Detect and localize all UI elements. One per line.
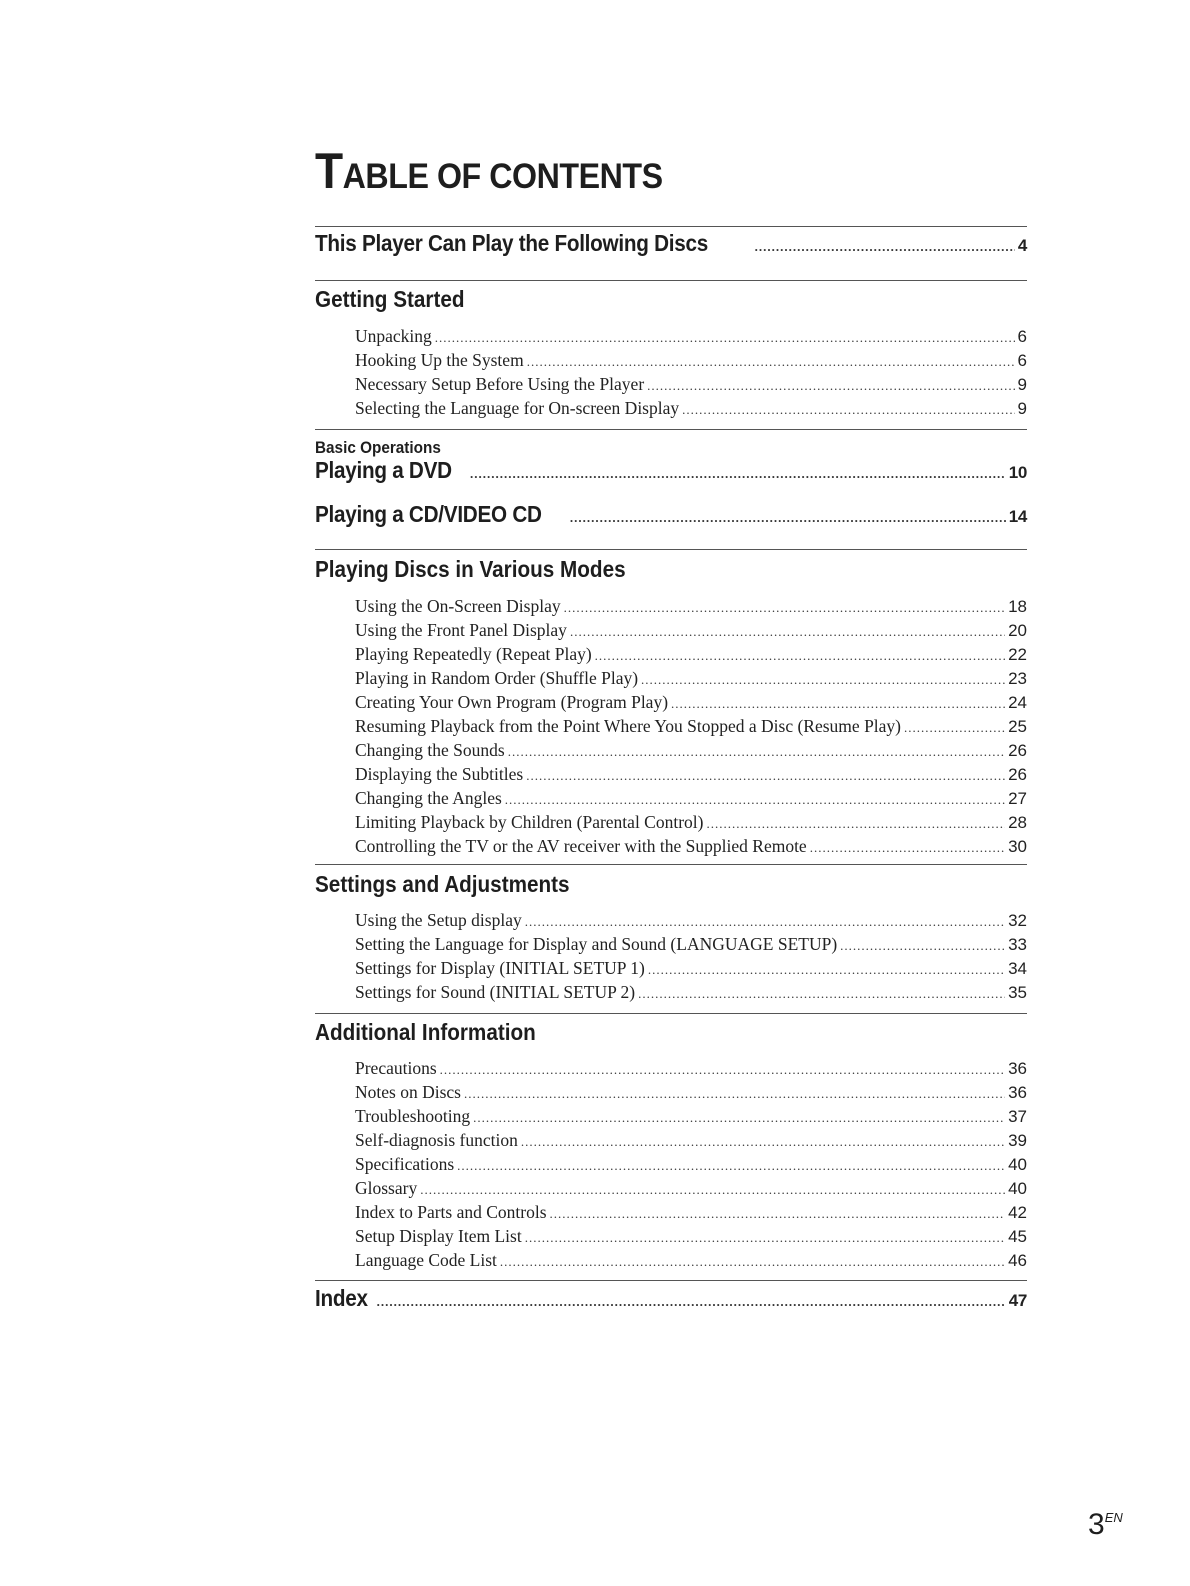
toc-entry-index[interactable]: Index ..... 47 [315, 1285, 1027, 1312]
divider [315, 1013, 1027, 1014]
page-number: 47 [1008, 1291, 1027, 1310]
dot-leader [525, 1230, 1005, 1246]
toc-entry[interactable]: Changing the Sounds ..... 26 [355, 740, 1027, 761]
dot-leader [755, 239, 1015, 255]
section-heading-various-modes: Playing Discs in Various Modes [315, 556, 626, 582]
toc-entry[interactable]: Index to Parts and Controls ..... 42 [355, 1202, 1027, 1223]
page-number: 18 [1008, 597, 1027, 616]
divider [315, 864, 1027, 865]
section-heading-settings: Settings and Adjustments [315, 871, 570, 897]
page-title: TABLE OF CONTENTS [315, 143, 663, 199]
toc-entry[interactable]: Using the Front Panel Display ..... 20 [355, 620, 1027, 641]
page-number: 37 [1008, 1107, 1027, 1126]
page-number: 36 [1008, 1059, 1027, 1078]
toc-entry[interactable]: Troubleshooting ..... 37 [355, 1106, 1027, 1127]
divider [315, 429, 1027, 430]
dot-leader [464, 1086, 1005, 1102]
page-number: 24 [1008, 693, 1027, 712]
toc-entry[interactable]: Self-diagnosis function ..... 39 [355, 1130, 1027, 1151]
dot-leader [641, 672, 1005, 688]
dot-leader [671, 696, 1005, 712]
toc-entry[interactable]: Setup Display Item List ..... 45 [355, 1226, 1027, 1247]
page-footer-number: $3^{EN}$ [1088, 1508, 1123, 1541]
toc-entry[interactable]: Creating Your Own Program (Program Play) ..... 24 [355, 692, 1027, 713]
toc-entry[interactable]: Hooking Up the System ..... 6 [355, 350, 1027, 371]
toc-entry-playing-dvd[interactable]: Playing a DVD ..... 10 [315, 457, 1027, 484]
dot-leader [595, 648, 1005, 664]
toc-entry[interactable]: Controlling the TV or the AV receiver with the Supplied Remote ..... 30 [355, 836, 1027, 857]
page-number: 34 [1008, 959, 1027, 978]
dot-leader [377, 1294, 1006, 1310]
dot-leader [706, 816, 1005, 832]
dot-leader [525, 914, 1005, 930]
page-number: 46 [1008, 1251, 1027, 1270]
dot-leader [648, 962, 1005, 978]
toc-entry[interactable]: Selecting the Language for On-screen Display ..... 9 [355, 398, 1027, 419]
dot-leader [638, 986, 1005, 1002]
dot-leader [500, 1254, 1005, 1270]
toc-entry[interactable]: Displaying the Subtitles ..... 26 [355, 764, 1027, 785]
page-number: 40 [1008, 1179, 1027, 1198]
page-number: 6 [1017, 327, 1027, 346]
dot-leader [521, 1134, 1005, 1150]
dot-leader [527, 354, 1015, 370]
dot-leader [473, 1110, 1005, 1126]
page-number: 30 [1008, 837, 1027, 856]
page-number: 10 [1008, 463, 1027, 482]
page-number: 22 [1008, 645, 1027, 664]
page-number: 36 [1008, 1083, 1027, 1102]
dot-leader [457, 1158, 1005, 1174]
page-number: 39 [1008, 1131, 1027, 1150]
dot-leader [550, 1206, 1006, 1222]
dot-leader [904, 720, 1005, 736]
page-number: 6 [1017, 351, 1027, 370]
toc-entry-playing-cd[interactable]: Playing a CD/VIDEO CD ..... 14 [315, 501, 1027, 528]
language-suffix: EN [1104, 1510, 1123, 1525]
toc-entry[interactable]: Precautions ..... 36 [355, 1058, 1027, 1079]
toc-entry[interactable]: Limiting Playback by Children (Parental Control) ..... 28 [355, 812, 1027, 833]
page-number: 26 [1008, 765, 1027, 784]
toc-entry[interactable]: Settings for Display (INITIAL SETUP 1) ..... 34 [355, 958, 1027, 979]
page-number: 26 [1008, 741, 1027, 760]
divider [315, 280, 1027, 281]
page-number: 28 [1008, 813, 1027, 832]
section-heading-additional-information: Additional Information [315, 1019, 536, 1045]
toc-entry[interactable]: Setting the Language for Display and Sound (LANGUAGE SETUP) ..... 33 [355, 934, 1027, 955]
dot-leader [570, 624, 1005, 640]
toc-entry[interactable]: Glossary ..... 40 [355, 1178, 1027, 1199]
toc-entry[interactable]: Necessary Setup Before Using the Player ..... 9 [355, 374, 1027, 395]
page-number: 9 [1017, 399, 1027, 418]
toc-entry[interactable]: Notes on Discs ..... 36 [355, 1082, 1027, 1103]
divider [315, 549, 1027, 550]
page-number: 32 [1008, 911, 1027, 930]
toc-entry[interactable]: Using the Setup display ..... 32 [355, 910, 1027, 931]
dot-leader [810, 840, 1005, 856]
category-label-basic-operations: Basic Operations [315, 438, 441, 457]
dot-leader [647, 378, 1014, 394]
page-number: 35 [1008, 983, 1027, 1002]
dot-leader [435, 330, 1015, 346]
page-number: 9 [1017, 375, 1027, 394]
section-heading-getting-started: Getting Started [315, 286, 465, 312]
toc-entry[interactable]: Language Code List ..... 46 [355, 1250, 1027, 1271]
toc-entry[interactable]: Using the On-Screen Display ..... 18 [355, 596, 1027, 617]
page-number: 45 [1008, 1227, 1027, 1246]
page-number: 25 [1008, 717, 1027, 736]
toc-entry[interactable]: Playing Repeatedly (Repeat Play) ..... 22 [355, 644, 1027, 665]
page-number: 23 [1008, 669, 1027, 688]
page-number: 20 [1008, 621, 1027, 640]
dot-leader [570, 510, 1006, 526]
page-number: 33 [1008, 935, 1027, 954]
page-number: 27 [1008, 789, 1027, 808]
page-number: 14 [1008, 507, 1027, 526]
dot-leader [526, 768, 1005, 784]
dot-leader [420, 1182, 1005, 1198]
toc-entry[interactable]: Unpacking ..... 6 [355, 326, 1027, 347]
toc-entry-this-player[interactable]: This Player Can Play the Following Discs ..... 4 [315, 230, 1027, 257]
toc-entry[interactable]: Changing the Angles ..... 27 [355, 788, 1027, 809]
toc-entry[interactable]: Playing in Random Order (Shuffle Play) ..... 23 [355, 668, 1027, 689]
dot-leader [470, 466, 1006, 482]
page-number: 42 [1008, 1203, 1027, 1222]
divider [315, 226, 1027, 227]
page-number: 40 [1008, 1155, 1027, 1174]
dot-leader [840, 938, 1005, 954]
page-number: 4 [1017, 236, 1027, 255]
toc-entry[interactable]: Resuming Playback from the Point Where You Stopped a Disc (Resume Play) ..... 25 [355, 716, 1027, 737]
dot-leader [508, 744, 1005, 760]
toc-entry[interactable]: Settings for Sound (INITIAL SETUP 2) ..... 35 [355, 982, 1027, 1003]
toc-entry[interactable]: Specifications ..... 40 [355, 1154, 1027, 1175]
dot-leader [440, 1062, 1005, 1078]
dot-leader [505, 792, 1005, 808]
dot-leader [564, 600, 1005, 616]
dot-leader [682, 402, 1014, 418]
divider [315, 1280, 1027, 1281]
